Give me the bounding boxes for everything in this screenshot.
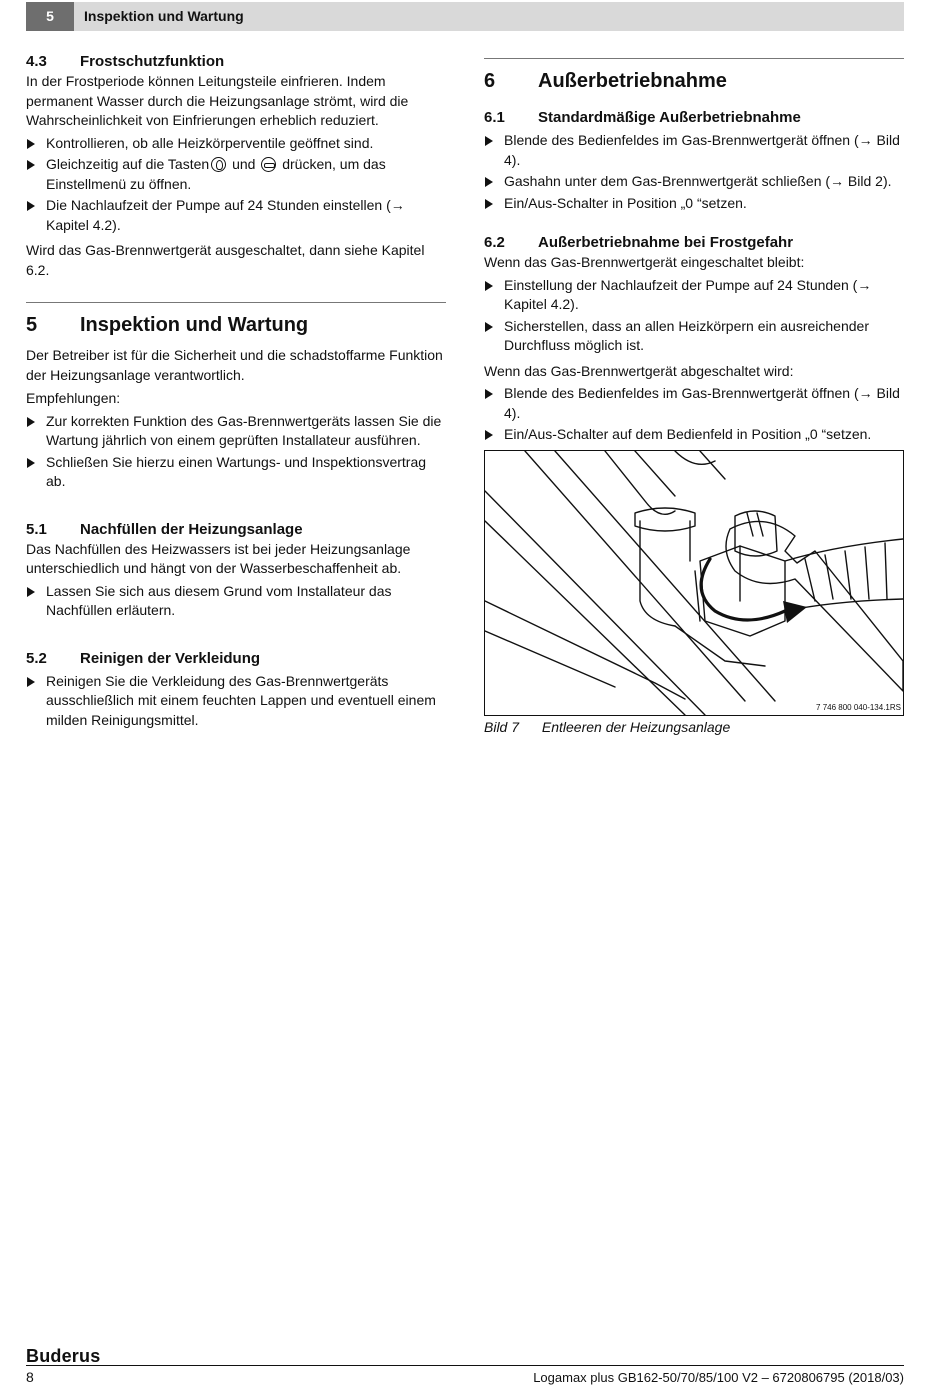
section-6-2-condition-on: Wenn das Gas-Brennwertgerät eingeschaltet bleibt:: [484, 254, 805, 270]
section-4-3-intro: In der Frostperiode können Leitungsteile einfrieren. Indem permanent Wasser durch die Heizungsanlage strömt, wird die Wahrscheinlichkeit von Einfrierungen erheblich reduziert.: [26, 73, 409, 128]
list-item: Gleichzeitig auf die Tasten und drücken, um das Einstellmenü zu öffnen.: [26, 155, 446, 194]
chimney-sweep-key-icon: [211, 157, 226, 172]
section-6-1-steps: [484, 131, 904, 213]
drain-valve-wrench-drawing: [485, 451, 903, 715]
right-column: [484, 58, 904, 490]
section-5-2-steps: [26, 672, 446, 731]
list-item: Ein/Aus-Schalter in Position „0 “setzen.: [484, 194, 904, 214]
document-reference: Logamax plus GB162-50/70/85/100 V2 – 6720806795 (2018/03): [533, 1370, 904, 1385]
list-item: Lassen Sie sich aus diesem Grund vom Installateur das Nachfüllen erläutern.: [26, 582, 446, 621]
figure-caption-text: Entleeren der Heizungsanlage: [541, 719, 731, 735]
chapter-6-heading: 6 Außerbetriebnahme: [484, 58, 904, 94]
list-item: Sicherstellen, dass an allen Heizkörpern ein ausreichender Durchfluss möglich ist.: [484, 317, 904, 356]
service-key-icon: [261, 157, 276, 172]
chapter-5-paragraph: Der Betreiber ist für die Sicherheit und die schadstoffarme Funktion der Heizungsanlage verantwortlich.: [26, 347, 443, 383]
section-4-3-heading: 4.3 Frostschutzfunktion: [26, 53, 225, 70]
list-item: Einstellung der Nachlaufzeit der Pumpe auf 24 Stunden (→ Kapitel 4.2).: [484, 276, 904, 315]
figure-caption-label: Bild 7: [484, 719, 520, 735]
list-item: Gashahn unter dem Gas-Brennwertgerät schließen (→ Bild 2).: [484, 172, 904, 192]
section-6-2-condition-off: Wenn das Gas-Brennwertgerät abgeschaltet wird:: [484, 362, 794, 379]
list-item: Ein/Aus-Schalter auf dem Bedienfeld in Position „0 “setzen.: [484, 425, 904, 445]
left-column: [26, 52, 446, 732]
section-4-3-steps: [26, 134, 446, 236]
figure-reference-code: 7 746 800 040-134.1RS: [816, 703, 901, 712]
chapter-5-heading: 5 Inspektion und Wartung: [26, 302, 446, 338]
section-5-1-heading: 5.1 Nachfüllen der Heizungsanlage: [26, 520, 303, 538]
list-item: Zur korrekten Funktion des Gas-Brennwertgeräts lassen Sie die Wartung jährlich von einem geprüften Installateur ausführen.: [26, 412, 446, 451]
list-item: Kontrollieren, ob alle Heizkörperventile geöffnet sind.: [26, 134, 446, 154]
section-4-3-outro: Wird das Gas-Brennwertgerät ausgeschaltet, dann siehe Kapitel 6.2.: [26, 242, 425, 278]
header-chapter-number: 5: [26, 2, 74, 31]
section-6-2-heading: 6.2 Außerbetriebnahme bei Frostgefahr: [484, 234, 794, 251]
running-header: [26, 2, 904, 31]
page-number: 8: [26, 1369, 34, 1385]
header-chapter-title: Inspektion und Wartung: [84, 7, 244, 24]
figure-draining-illustration: [484, 450, 904, 716]
figure-caption: [484, 718, 730, 738]
section-6-2-steps-on: [484, 276, 904, 356]
list-item: Blende des Bedienfeldes im Gas-Brennwertgerät öffnen (→ Bild 4).: [484, 131, 904, 170]
chapter-5-recommendations: [26, 412, 446, 492]
footer-divider: [26, 1365, 904, 1366]
section-6-1-heading: 6.1 Standardmäßige Außerbetriebnahme: [484, 109, 801, 126]
list-item: Die Nachlaufzeit der Pumpe auf 24 Stunden einstellen (→ Kapitel 4.2).: [26, 196, 446, 235]
chapter-5-recommendations-label: Empfehlungen:: [26, 390, 121, 406]
section-5-2-heading: 5.2 Reinigen der Verkleidung: [26, 649, 261, 667]
brand-logo: Buderus: [26, 1346, 101, 1366]
list-item: Blende des Bedienfeldes im Gas-Brennwertgerät öffnen (→ Bild 4).: [484, 384, 904, 423]
list-item: Schließen Sie hierzu einen Wartungs- und Inspektionsvertrag ab.: [26, 453, 446, 492]
section-5-1-paragraph: Das Nachfüllen des Heizwassers ist bei jeder Heizungsanlage unterschiedlich und hängt von der Wasserbeschaffenheit ab.: [26, 540, 411, 576]
list-item: Reinigen Sie die Verkleidung des Gas-Brennwertgeräts ausschließlich mit einem feuchten Lappen und eventuell einem milden Reinigungsmittel.: [26, 672, 446, 731]
section-5-1-steps: [26, 582, 446, 621]
